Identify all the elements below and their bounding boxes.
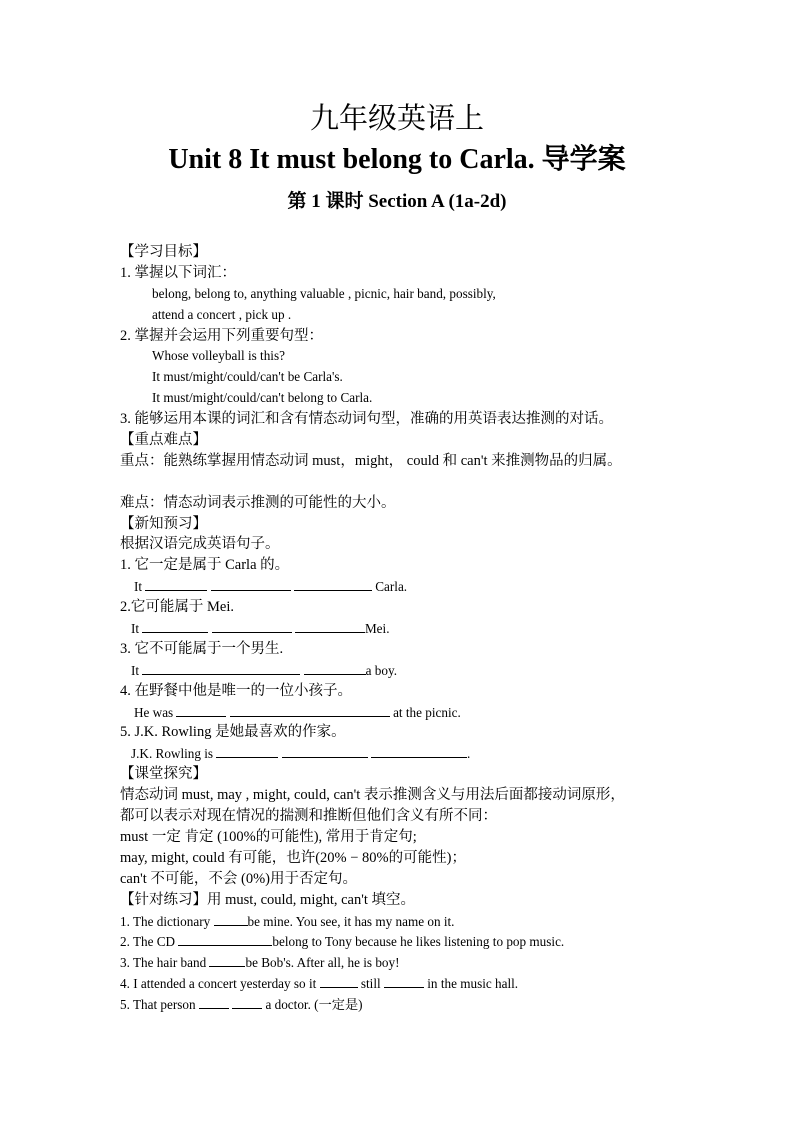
e4-mid: still bbox=[357, 976, 384, 992]
pattern-2: It must/might/could/can't be Carla's. bbox=[152, 369, 343, 385]
q4-blank-2[interactable] bbox=[230, 702, 390, 717]
vocab-line-1: belong, belong to, anything valuable , picnic, hair band, possibly, bbox=[152, 285, 496, 301]
e4-blank-2[interactable] bbox=[384, 973, 424, 988]
e1-end: be mine. You see, it has my name on it. bbox=[247, 913, 455, 929]
preview-q4-answer-line bbox=[120, 702, 710, 723]
explore-p5: can't 不可能，不会 (0%)用于否定句。 bbox=[120, 870, 357, 887]
lesson-title: 第 1 课时 Section A (1a-2d) bbox=[287, 191, 507, 212]
q3-blank-1[interactable] bbox=[142, 660, 300, 675]
q2-start: It bbox=[131, 621, 140, 637]
explore-p3: must 一定 肯定 (100%的可能性), 常用于肯定句; bbox=[120, 828, 417, 845]
objective-2: 2. 掌握并会运用下列重要句型： bbox=[120, 327, 323, 344]
explore-heading: 【课堂探究】 bbox=[120, 766, 207, 783]
q4-blank-1[interactable] bbox=[176, 702, 226, 717]
e1-start: 1. The dictionary bbox=[120, 913, 214, 929]
practice-e3 bbox=[120, 952, 710, 973]
q4-end: at the picnic. bbox=[389, 704, 461, 720]
q4-start: He was bbox=[134, 704, 174, 720]
doc-title: 九年级英语上 bbox=[309, 103, 484, 135]
e2-blank[interactable] bbox=[178, 931, 272, 946]
q2-blank-3[interactable] bbox=[295, 618, 365, 633]
explore-p4: may, might, could 有可能，也许(20% − 80%的可能性)； bbox=[120, 849, 466, 866]
preview-instruction: 根据汉语完成英语句子。 bbox=[120, 536, 280, 553]
e4-start: 4. I attended a concert yesterday so it bbox=[120, 976, 320, 992]
key-point: 重点：能熟练掌握用情态动词 must，might， could 和 can't 来推测物品的归属。 bbox=[120, 452, 622, 469]
q5-blank-1[interactable] bbox=[216, 743, 278, 758]
preview-q5-prompt: 5. J.K. Rowling 是她最喜欢的作家。 bbox=[120, 724, 346, 741]
preview-q3-answer-line bbox=[120, 660, 710, 681]
preview-q2-answer-line bbox=[120, 618, 710, 639]
worksheet-body bbox=[120, 242, 710, 1015]
e3-blank[interactable] bbox=[209, 952, 245, 967]
q1-blank-2[interactable] bbox=[211, 576, 291, 591]
preview-heading: 【新知预习】 bbox=[120, 515, 207, 532]
e2-end: belong to Tony because he likes listening to pop music. bbox=[272, 934, 565, 950]
e5-blank-2[interactable] bbox=[232, 994, 262, 1009]
e1-blank[interactable] bbox=[214, 911, 248, 926]
preview-q1-answer-line bbox=[120, 576, 710, 597]
q2-end: Mei. bbox=[364, 621, 390, 637]
objectives-heading: 【学习目标】 bbox=[120, 244, 207, 260]
q2-blank-1[interactable] bbox=[142, 618, 208, 633]
e5-start: 5. That person bbox=[120, 997, 199, 1013]
q3-start: It bbox=[131, 662, 140, 678]
pattern-3: It must/might/could/can't belong to Carla. bbox=[152, 390, 373, 406]
q3-blank-2[interactable] bbox=[304, 660, 366, 675]
explore-p1: 情态动词 must, may , might, could, can't 表示推测含义与用法后面都接动词原形， bbox=[120, 787, 625, 804]
preview-q2-prompt: 2.它可能属于 Mei. bbox=[120, 599, 234, 616]
key-points-heading: 【重点难点】 bbox=[120, 432, 207, 449]
e4-blank-1[interactable] bbox=[320, 973, 358, 988]
q1-blank-1[interactable] bbox=[145, 576, 207, 591]
e2-start: 2. The CD bbox=[120, 934, 179, 950]
preview-q4-prompt: 4. 在野餐中他是唯一的一位小孩子。 bbox=[120, 682, 352, 699]
e5-blank-1[interactable] bbox=[199, 994, 229, 1009]
e5-end: a doctor. (一定是) bbox=[262, 997, 363, 1013]
pattern-1: Whose volleyball is this? bbox=[152, 348, 285, 364]
q2-blank-2[interactable] bbox=[212, 618, 292, 633]
vocab-line-2: attend a concert , pick up . bbox=[152, 306, 292, 322]
q5-end: . bbox=[466, 746, 471, 762]
preview-q3-prompt: 3. 它不可能属于一个男生. bbox=[120, 640, 284, 657]
practice-e4 bbox=[120, 973, 710, 994]
q5-blank-3[interactable] bbox=[371, 743, 467, 758]
q1-start: It bbox=[134, 579, 143, 595]
preview-q5-answer-line bbox=[120, 743, 710, 764]
preview-q1-prompt: 1. 它一定是属于 Carla 的。 bbox=[120, 557, 290, 574]
e4-end: in the music hall. bbox=[423, 976, 519, 992]
q1-end: Carla. bbox=[375, 579, 408, 595]
objective-1: 1. 掌握以下词汇： bbox=[120, 264, 236, 281]
practice-e5 bbox=[120, 994, 710, 1015]
objective-3: 3. 能够运用本课的词汇和含有情态动词句型，准确的用英语表达推测的对话。 bbox=[120, 411, 613, 428]
practice-e2 bbox=[120, 931, 710, 952]
explore-p2: 都可以表示对现在情况的揣测和推断但他们含义有所不同： bbox=[120, 808, 497, 825]
q1-blank-3[interactable] bbox=[294, 576, 372, 591]
q3-end: a boy. bbox=[365, 662, 398, 678]
practice-e1 bbox=[120, 911, 710, 932]
q5-blank-2[interactable] bbox=[282, 743, 368, 758]
practice-heading: 【针对练习】用 must, could, might, can't 填空。 bbox=[120, 891, 416, 908]
e3-end: be Bob's. After all, he is boy! bbox=[245, 955, 400, 971]
unit-title: Unit 8 It must belong to Carla. 导学案 bbox=[168, 144, 626, 175]
q5-start: J.K. Rowling is bbox=[131, 746, 214, 762]
e3-start: 3. The hair band bbox=[120, 955, 210, 971]
difficulty-point: 难点：情态动词表示推测的可能性的大小。 bbox=[120, 494, 396, 511]
